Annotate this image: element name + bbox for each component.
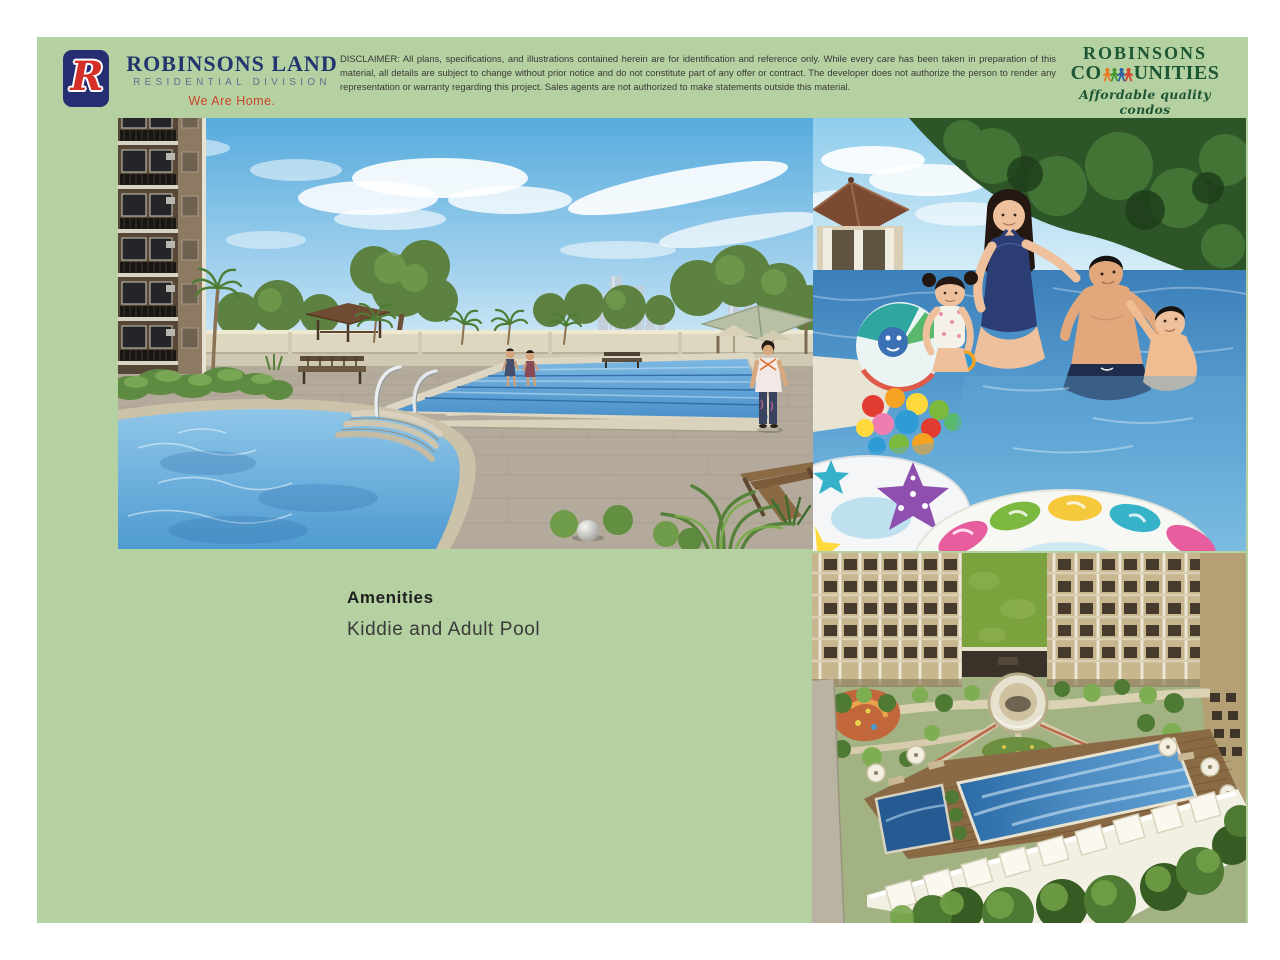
family-pool-photo [813,118,1246,551]
section-title: Amenities [347,588,434,607]
amenity-aerial-art [812,553,1246,923]
amenity-name: Kiddie and Adult Pool [347,619,541,640]
residential-building [118,118,206,374]
communities-line1: ROBINSONS [1082,43,1208,63]
brand-tagline: We Are Home. [188,94,276,108]
pool-rendering-art [118,118,813,549]
clubhouse-roof [962,647,1054,677]
central-pavilion [988,673,1048,733]
communities-tagline: Affordable quality condos [1079,87,1211,117]
communities-line2-prefix: CO [1070,62,1102,84]
family-pool-art [813,118,1246,551]
brand-title: ROBINSONS LAND [126,51,338,76]
communities-line2-suffix: UNITIES [1133,62,1220,84]
pool-rendering-image [118,118,813,549]
communities-people-icon [1103,66,1133,82]
brand-subtitle: RESIDENTIAL DIVISION [133,77,331,88]
robinsons-r-icon [63,50,109,107]
communities-logo [1060,44,1230,117]
brand-block [126,52,338,108]
building-left [812,553,962,687]
amenity-deck-aerial-image [812,553,1246,923]
logo-letter: R [70,52,104,100]
communities-line2 [1060,63,1230,84]
disclaimer-text: DISCLAIMER: All plans, specifications, and illustrations contained herein are for identification and reference only. While every care has been taken in preparation of this material, all details are subject to change without prior notice and do not constitute part of any offer or contract. The developer does not authorize the person to render any representation or warranty regarding this project. Sales agents are not authorized to make statements outside this material. [340,53,1056,92]
